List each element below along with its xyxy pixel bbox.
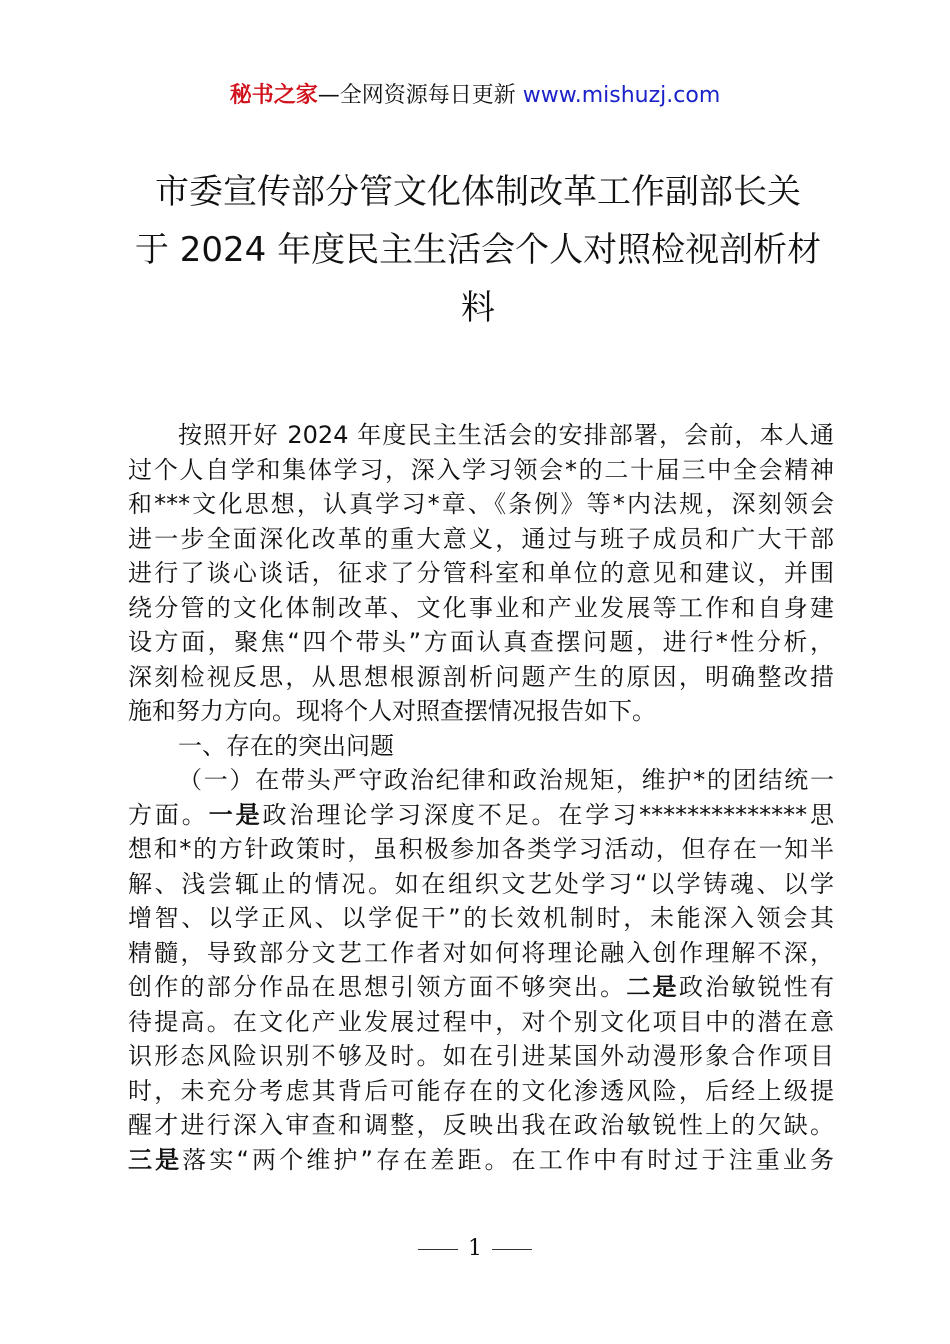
body-line: 时，未充分考虑其背后可能存在的文化渗透风险，后经上级提	[128, 1076, 834, 1105]
page-number-dash	[492, 1249, 532, 1250]
intro-line: 按照开好 2024 年度民主生活会的安排部署，会前，本人通	[178, 421, 834, 449]
subsection-heading-line: （一）在带头严守政治纪律和政治规矩，维护*的团结统一	[178, 766, 834, 794]
title-line: 于 2024 年度民主生活会个人对照检视剖析材	[134, 230, 822, 270]
intro-line: 进一步全面深化改革的重大意义，通过与班子成员和广大干部	[128, 524, 834, 553]
title-line: 市委宣传部分管文化体制改革工作副部长关	[155, 172, 801, 212]
body-line: 精髓，导致部分文艺工作者对如何将理论融入创作理解不深，	[128, 938, 834, 967]
body-line: 解、浅尝辄止的情况。如在组织文艺处学习“以学铸魂、以学	[128, 869, 834, 898]
text-run: 政治理论学习深度不足。在学习**************思	[262, 800, 835, 829]
body-line: 增智、以学正风、以学促干”的长效机制时，未能深入领会其	[128, 904, 834, 932]
intro-line: 深刻检视反思，从思想根源剖析问题产生的原因，明确整改措	[128, 662, 834, 691]
intro-line: 和***文化思想，认真学习*章、《条例》等*内法规，深刻领会	[128, 490, 834, 518]
brand-name: 秘书之家	[229, 83, 318, 108]
text-run: 方面。	[128, 800, 209, 829]
point-marker-three: 三是	[128, 1145, 183, 1174]
body-line: 想和*的方针政策时，虽积极参加各类学习活动，但存在一知半	[128, 835, 834, 863]
site-url-link[interactable]: www.mishuzj.com	[522, 83, 721, 108]
document-body	[128, 418, 834, 1177]
point-marker-one: 一是	[208, 800, 263, 829]
intro-line: 设方面，聚焦“四个带头”方面认真查摆问题，进行*性分析，	[128, 628, 834, 656]
intro-line: 绕分管的文化体制改革、文化事业和产业发展等工作和自身建	[128, 593, 834, 622]
page-number	[0, 1234, 950, 1264]
body-line	[128, 970, 834, 1005]
text-run: 政治敏锐性有	[678, 973, 835, 1001]
title-line: 料	[461, 288, 495, 328]
intro-line: 施和努力方向。现将个人对照查摆情况报告如下。	[128, 697, 656, 725]
body-line: 醒才进行深入审查和调整，反映出我在政治敏锐性上的欠缺。	[128, 1111, 834, 1139]
site-banner	[0, 80, 950, 112]
banner-tagline: —全网资源每日更新	[317, 83, 523, 108]
intro-line: 进行了谈心谈话，征求了分管科室和单位的意见和建议，并围	[128, 559, 834, 587]
page-number-dash	[418, 1249, 458, 1250]
body-line: 识形态风险识别不够及时。如在引进某国外动漫形象合作项目	[128, 1042, 834, 1070]
body-line: 待提高。在文化产业发展过程中，对个别文化项目中的潜在意	[128, 1007, 834, 1036]
text-run: 落实“两个维护”存在差距。在工作中有时过于注重业务	[182, 1145, 835, 1174]
body-line	[128, 1143, 834, 1178]
body-line	[128, 798, 834, 833]
document-title	[128, 163, 828, 337]
point-marker-two: 二是	[626, 973, 679, 1001]
intro-line: 过个人自学和集体学习，深入学习领会*的二十届三中全会精神	[128, 455, 834, 484]
text-run: 创作的部分作品在思想引领方面不够突出。	[128, 973, 627, 1001]
section-heading: 一、存在的突出问题	[178, 731, 394, 760]
page-number-value: 1	[468, 1236, 482, 1261]
